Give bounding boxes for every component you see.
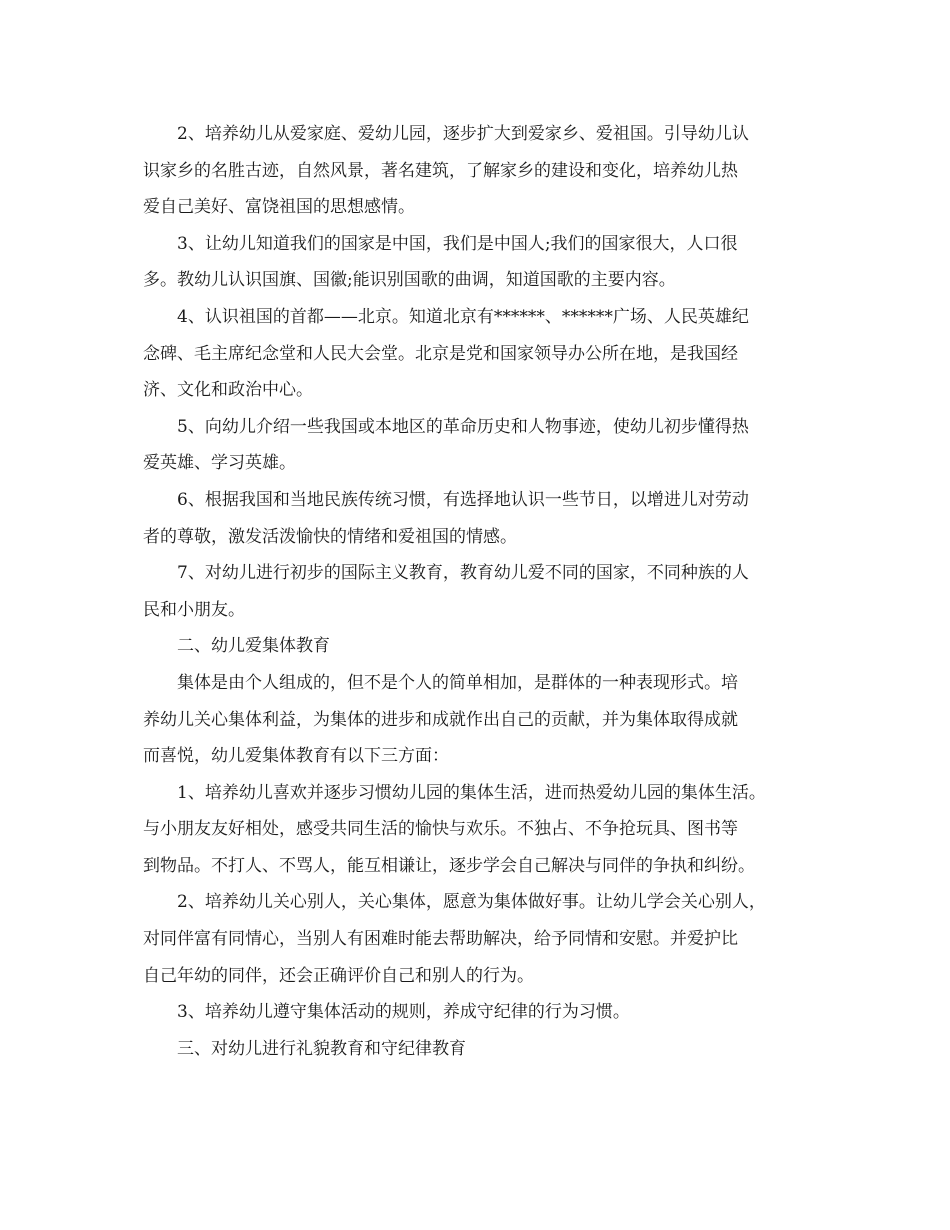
section-heading: 二、幼儿爱集体教育	[177, 636, 330, 657]
document-body	[143, 116, 815, 1067]
text-line: 爱自己美好、富饶祖国的思想感情。	[143, 197, 415, 218]
text-line: 7、对幼儿进行初步的国际主义教育，教育幼儿爱不同的国家，不同种族的人	[177, 563, 749, 584]
text-line: 3、让幼儿知道我们的国家是中国，我们是中国人;我们的国家很大，人口很	[177, 233, 738, 254]
text-line: 6、根据我国和当地民族传统习惯，有选择地认识一些节日，以增进儿对劳动	[177, 489, 749, 510]
text-line: 者的尊敬，激发活泼愉快的情绪和爱祖国的情感。	[143, 526, 517, 547]
text-line: 3、培养幼儿遵守集体活动的规则，养成守纪律的行为习惯。	[177, 1002, 630, 1023]
text-line: 到物品。不打人、不骂人，能互相谦让，逐步学会自己解决与同伴的争执和纠纷。	[143, 855, 755, 876]
text-line: 自己年幼的同伴，还会正确评价自己和别人的行为。	[143, 965, 534, 986]
text-line: 爱英雄、学习英雄。	[143, 453, 296, 474]
text-line: 5、向幼儿介绍一些我国或本地区的革命历史和人物事迹，使幼儿初步懂得热	[177, 416, 749, 437]
text-line: 而喜悦，幼儿爱集体教育有以下三方面：	[143, 746, 449, 767]
text-line: 念碑、毛主席纪念堂和人民大会堂。北京是党和国家领导办公所在地，是我国经	[143, 343, 738, 364]
text-line: 对同伴富有同情心，当别人有困难时能去帮助解决，给予同情和安慰。并爱护比	[143, 929, 738, 950]
text-line: 集体是由个人组成的，但不是个人的简单相加，是群体的一种表现形式。培	[177, 672, 738, 693]
text-line: 多。教幼儿认识国旗、国徽;能识别国歌的曲调，知道国歌的主要内容。	[143, 270, 676, 291]
section-heading: 三、对幼儿进行礼貌教育和守纪律教育	[177, 1038, 466, 1059]
text-line: 识家乡的名胜古迹，自然风景，著名建筑，了解家乡的建设和变化，培养幼儿热	[143, 160, 738, 181]
text-line: 与小朋友友好相处，感受共同生活的愉快与欢乐。不独占、不争抢玩具、图书等	[143, 819, 738, 840]
text-line: 2、培养幼儿从爱家庭、爱幼儿园，逐步扩大到爱家乡、爱祖国。引导幼儿认	[177, 124, 749, 144]
text-line: 4、认识祖国的首都——北京。知道北京有******、******广场、人民英雄纪	[177, 306, 749, 327]
text-line: 济、文化和政治中心。	[143, 380, 313, 401]
text-line: 养幼儿关心集体利益，为集体的进步和成就作出自己的贡献，并为集体取得成就	[143, 709, 738, 730]
text-line: 民和小朋友。	[143, 599, 245, 620]
text-line: 1、培养幼儿喜欢并逐步习惯幼儿园的集体生活，进而热爱幼儿园的集体生活。	[177, 782, 766, 803]
text-line: 2、培养幼儿关心别人，关心集体，愿意为集体做好事。让幼儿学会关心别人，	[177, 892, 766, 913]
